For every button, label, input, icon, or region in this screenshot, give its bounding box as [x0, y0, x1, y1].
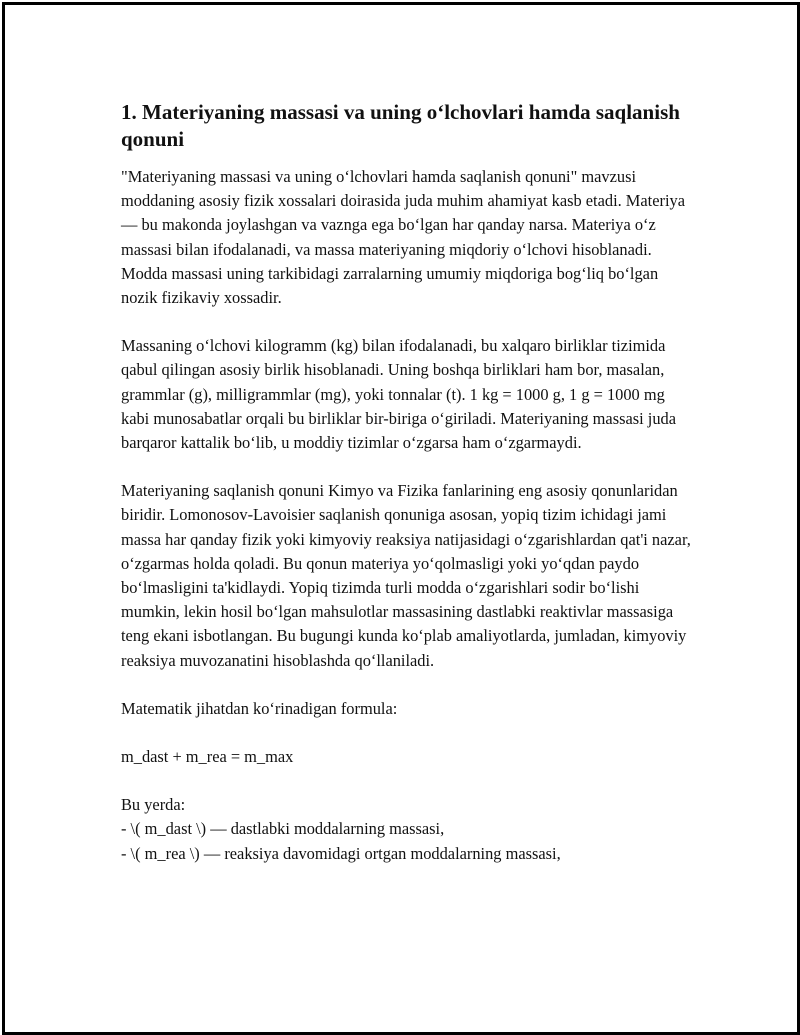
- page-frame: [2, 2, 800, 1035]
- paragraph-conservation-law: Materiyaning saqlanish qonuni Kimyo va Fizika fanlarining eng asosiy qonunlaridan biridir. Lomonosov-Lavoisier saqlanish qonuniga asosan, yopiq tizim ichidagi jami massa har qanday fizik yoki kimyoviy reaksiya natijasidagi o‘zgarishlardan qat'i nazar, o‘zgarmas holda qoladi. Bu qonun materiya yo‘qolmasligi yoki yo‘qdan paydo bo‘lmasligini ta'kidlaydi. Yopiq tizimda turli modda o‘zgarishlari sodir bo‘lishi mumkin, lekin hosil bo‘lgan mahsulotlar massasining dastlabki reaktivlar massasiga teng ekani isbotlangan. Bu bugungi kunda ko‘plab amaliyotlarda, jumladan, kimyoviy reaksiya muvozanatini hisoblashda qo‘llaniladi.: [121, 481, 691, 670]
- list-intro: Bu yerda:: [121, 795, 186, 815]
- formula: m_dast + m_rea = m_max: [121, 747, 294, 767]
- list-item: - \( m_rea \) — reaksiya davomidagi ortgan moddalarning massasi,: [121, 843, 561, 863]
- document-title: 1. Materiyaning massasi va uning o‘lchovlari hamda saqlanish qonuni: [121, 100, 680, 151]
- list-item: - \( m_dast \) — dastlabki moddalarning massasi,: [121, 819, 445, 839]
- paragraph-formula-intro: Matematik jihatdan ko‘rinadigan formula:: [121, 698, 398, 718]
- paragraph-units: Massaning o‘lchovi kilogramm (kg) bilan ifodalanadi, bu xalqaro birliklar tizimida qabul qilingan asosiy birlik hisoblanadi. Uning boshqa birliklari ham bor, masalan, grammlar (g), milligrammlar (mg), yoki tonnalar (t). 1 kg = 1000 g, 1 g = 1000 mg kabi munosabatlar orqali bu birliklar bir-biriga o‘giriladi. Materiyaning massasi juda barqaror kattalik bo‘lib, u moddiy tizimlar o‘zgarsa ham o‘zgarmaydi.: [121, 336, 676, 453]
- document-body: [121, 99, 691, 866]
- paragraph-intro: "Materiyaning massasi va uning o‘lchovlari hamda saqlanish qonuni" mavzusi moddaning asosiy fizik xossalari doirasida juda muhim ahamiyat kasb etadi. Materiya — bu makonda joylashgan va vaznga ega bo‘lgan har qanday narsa. Materiya o‘z massasi bilan ifodalanadi, va massa materiyaning miqdoriy o‘lchovi hisoblanadi. Modda massasi uning tarkibidagi zarralarning umumiy miqdoriga bog‘liq bo‘lgan nozik fizikaviy xossadir.: [121, 167, 685, 308]
- definition-list: [121, 793, 691, 866]
